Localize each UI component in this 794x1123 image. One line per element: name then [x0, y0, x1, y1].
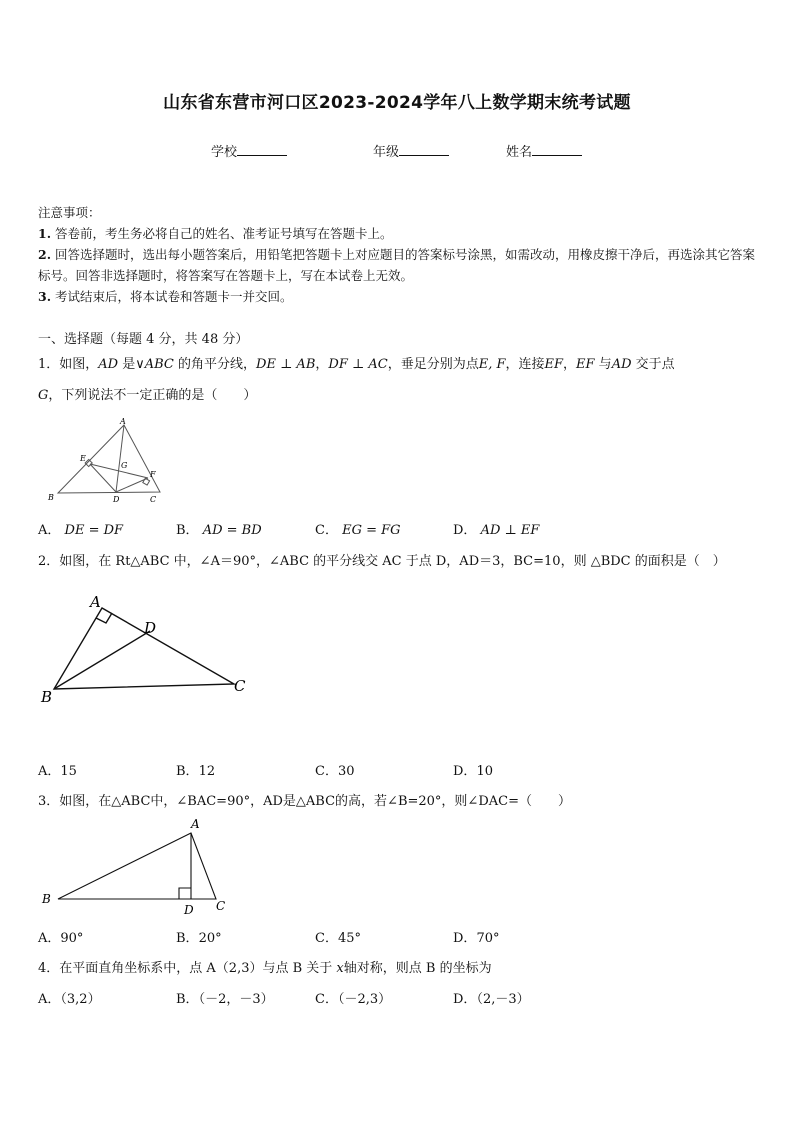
fig1-label-c: C	[150, 495, 157, 504]
fig3-label-d: D	[184, 903, 194, 915]
grade-label: 年级	[373, 145, 400, 160]
grade-field[interactable]	[373, 141, 449, 160]
section-heading: 一、选择题（每题 4 分，共 48 分）	[38, 332, 249, 347]
option-c[interactable]: C．30	[315, 764, 355, 779]
fig1-label-b: B	[48, 493, 54, 502]
option-a[interactable]: A．（3,2）	[38, 992, 101, 1007]
question-2-figure	[38, 590, 258, 710]
option-c[interactable]: C．45°	[315, 931, 361, 946]
note-number: 1.	[38, 226, 52, 241]
option-b[interactable]: B．12	[176, 764, 216, 779]
question-1-text-cont: G，下列说法不一定正确的是（ ）	[38, 388, 257, 403]
fig1-label-f: F	[150, 470, 156, 479]
fig1-label-d: D	[113, 495, 120, 504]
fig2-label-c: C	[234, 677, 246, 695]
fig3-label-c: C	[216, 899, 226, 913]
option-b[interactable]: B．（－2，－3）	[176, 992, 274, 1007]
school-field[interactable]	[211, 141, 287, 160]
option-a[interactable]: A． DE = DF	[38, 523, 124, 538]
fig1-label-a: A	[120, 417, 126, 426]
option-d[interactable]: D． AD ⊥ EF	[453, 523, 540, 538]
name-blank[interactable]	[532, 143, 582, 156]
school-label: 学校	[211, 145, 238, 160]
option-b[interactable]: B． AD = BD	[176, 523, 262, 538]
question-4-text: 4．在平面直角坐标系中，点 A（2,3）与点 B 关于 x轴对称，则点 B 的坐标为	[38, 961, 492, 976]
fig3-label-b: B	[42, 892, 51, 906]
note-item	[38, 286, 763, 307]
school-blank[interactable]	[237, 143, 287, 156]
option-d[interactable]: D．（2,－3）	[453, 992, 530, 1007]
option-c[interactable]: C．（－2,3）	[315, 992, 392, 1007]
page-title: 山东省东营市河口区2023-2024学年八上数学期末统考试题	[163, 93, 631, 113]
question-3-text: 3．如图，在△ABC中，∠BAC=90°，AD是△ABC的高，若∠B=20°，则∠DAC=（ ）	[38, 794, 571, 809]
option-d[interactable]: D．70°	[453, 931, 500, 946]
grade-blank[interactable]	[399, 143, 449, 156]
name-label: 姓名	[506, 145, 533, 160]
option-c[interactable]: C． EG = FG	[315, 523, 401, 538]
note-text: 考试结束后，将本试卷和答题卡一并交回。	[51, 289, 293, 304]
note-item	[38, 223, 763, 244]
fig2-label-b: B	[41, 688, 53, 706]
question-1-text: 1．如图，AD 是∨ABC 的角平分线，DE ⊥ AB，DF ⊥ AC，垂足分别为点E, F，连接EF，EF 与AD 交于点	[38, 357, 675, 372]
fig3-label-a: A	[191, 817, 200, 831]
option-d[interactable]: D．10	[453, 764, 493, 779]
question-1-figure	[38, 415, 168, 505]
note-item	[38, 244, 763, 286]
notes-heading: 注意事项：	[38, 205, 101, 220]
fig2-label-a: A	[90, 593, 101, 611]
name-field[interactable]	[506, 141, 582, 160]
question-2-text: 2．如图，在 Rt△ABC 中，∠A＝90°，∠ABC 的平分线交 AC 于点 D，AD＝3，BC=10，则 △BDC 的面积是（ ）	[38, 554, 726, 569]
fig2-label-d: D	[144, 619, 157, 637]
option-a[interactable]: A．15	[38, 764, 77, 779]
note-text: 回答选择题时，选出每小题答案后，用铅笔把答题卡上对应题目的答案标号涂黑，如需改动，用橡皮擦干净后，再选涂其它答案标号。回答非选择题时，将答案写在答题卡上，写在本试卷上无效。	[38, 247, 756, 283]
note-number: 2.	[38, 247, 52, 262]
option-a[interactable]: A．90°	[38, 931, 84, 946]
fig1-label-g: G	[121, 461, 128, 470]
option-b[interactable]: B．20°	[176, 931, 222, 946]
note-text: 答卷前，考生务必将自己的姓名、准考证号填写在答题卡上。	[51, 226, 393, 241]
question-3-figure	[38, 815, 238, 915]
note-number: 3.	[38, 289, 52, 304]
fig1-label-e: E	[80, 454, 86, 463]
notes-block	[38, 202, 763, 307]
